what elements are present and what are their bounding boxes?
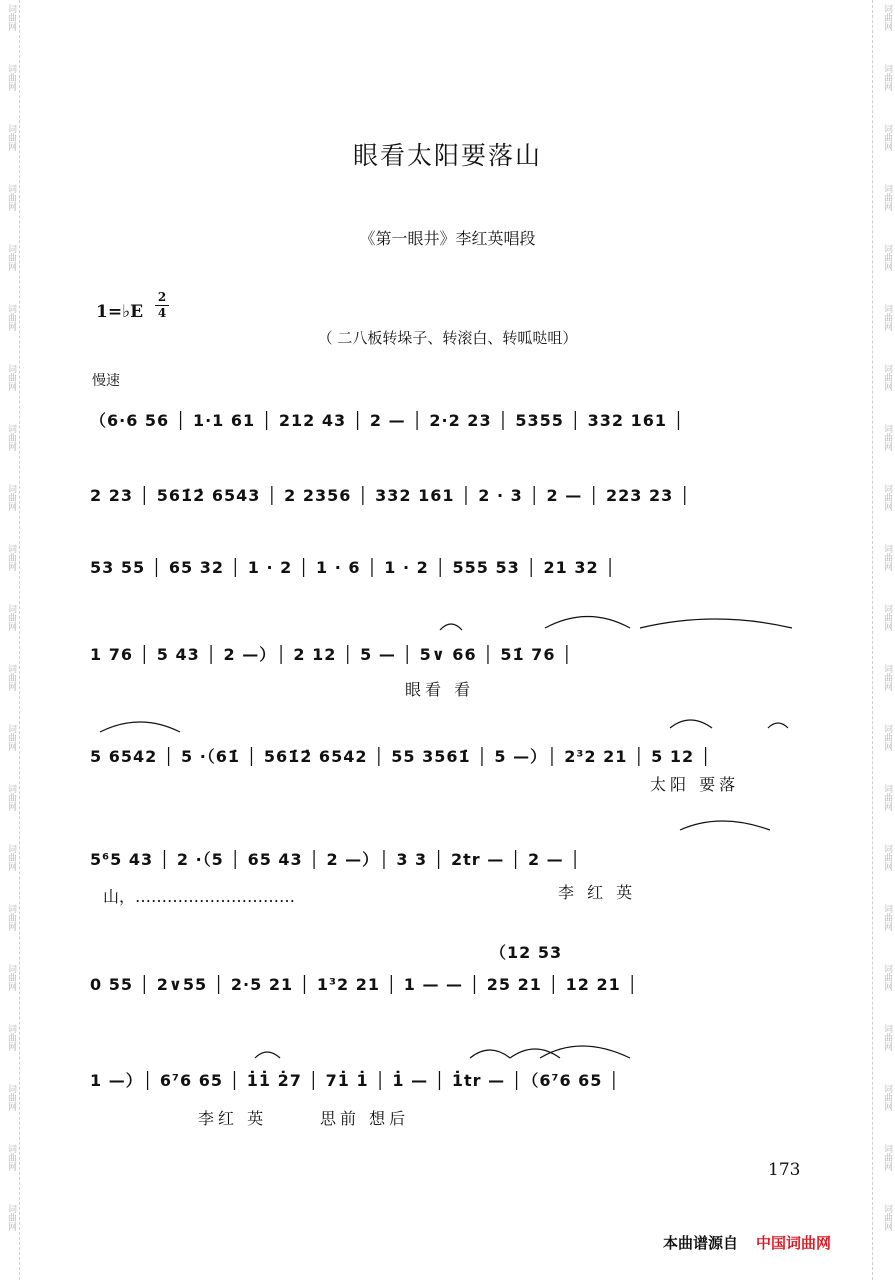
song-title: 眼看太阳要落山 — [352, 141, 542, 170]
watermark-text: 词曲网 — [6, 4, 16, 31]
watermark-text: 词曲网 — [882, 424, 892, 451]
watermark-text: 词曲网 — [6, 1024, 16, 1051]
slur-arc — [545, 617, 630, 629]
watermark-text: 词曲网 — [882, 664, 892, 691]
watermark-text: 词曲网 — [6, 664, 16, 691]
slur-arc — [510, 1049, 560, 1058]
watermark-text: 词曲网 — [882, 1024, 892, 1051]
source-site-link[interactable]: 中国词曲网 — [756, 1234, 832, 1252]
watermark-text: 词曲网 — [6, 964, 16, 991]
watermark-text: 词曲网 — [6, 244, 16, 271]
watermark-text: 词曲网 — [882, 184, 892, 211]
watermark-text: 词曲网 — [882, 124, 892, 151]
notation-line-2: 2 23 │ 561̇2̇ 6543 │ 2 2356 │ 332 161 │ 2 · 3 │ 2 — │ 223 23 │ — [90, 486, 691, 505]
watermark-text: 词曲网 — [6, 724, 16, 751]
watermark-text: 词曲网 — [882, 244, 892, 271]
watermark-text: 词曲网 — [6, 604, 16, 631]
slur-arc — [670, 720, 712, 728]
watermark-text: 词曲网 — [882, 604, 892, 631]
watermark-text: 词曲网 — [6, 1204, 16, 1231]
slur-arc — [470, 1050, 510, 1058]
lyric-line-5: 太阳 要落 — [650, 775, 740, 794]
notation-line-8: 1 —）│ 6⁷6 65 │ 1̇1̇ 2̇7 │ 71̇ 1̇ │ 1̇ — │ 1̇tr — │（6⁷6 65 │ — [90, 1071, 620, 1090]
notation-line-3: 53 55 │ 65 32 │ 1 · 2 │ 1 · 6 │ 1 · 2 │ 555 53 │ 21 32 │ — [90, 558, 616, 577]
watermark-text: 词曲网 — [882, 1204, 892, 1231]
watermark-text: 词曲网 — [6, 184, 16, 211]
watermark-text: 词曲网 — [882, 1144, 892, 1171]
watermark-text: 词曲网 — [6, 484, 16, 511]
watermark-text: 词曲网 — [882, 1084, 892, 1111]
lyric-line-4: 眼看 看 — [405, 680, 475, 699]
notation-line-5: 5 6542 │ 5 ·（61̇ │ 561̇2̇ 6542 │ 55 3561̇ │ 5 —）│ 2³2 21 │ 5 12 │ — [90, 747, 712, 766]
slur-arc — [640, 619, 792, 628]
watermark-text: 词曲网 — [882, 4, 892, 31]
notation-line-4: 1 76 │ 5 43 │ 2 —）│ 2 12 │ 5 — │ 5∨ 66 │ 51̇ 76 │ — [90, 645, 573, 664]
watermark-text: 词曲网 — [6, 784, 16, 811]
notation-line-1: （6·6 56 │ 1·1 61 │ 212 43 │ 2 — │ 2·2 23 │ 5355 │ 332 161 │ — [90, 411, 685, 430]
source-label: 本曲谱源自 — [663, 1234, 739, 1252]
watermark-text: 词曲网 — [6, 424, 16, 451]
lyric-line-6a: 山，………………………… — [103, 887, 296, 906]
watermark-text: 词曲网 — [882, 844, 892, 871]
lyric-line-6b: 李 红 英 — [558, 883, 637, 902]
watermark-text: 词曲网 — [882, 964, 892, 991]
time-signature-bottom: 4 — [155, 305, 169, 321]
slur-arc — [540, 1046, 630, 1058]
watermark-text: 词曲网 — [6, 1084, 16, 1111]
watermark-text: 词曲网 — [882, 64, 892, 91]
source-credit — [663, 1232, 831, 1253]
slur-arc — [100, 722, 180, 732]
watermark-text: 词曲网 — [6, 364, 16, 391]
watermark-text: 词曲网 — [882, 784, 892, 811]
lyric-line-8a: 李红 英 — [198, 1109, 268, 1128]
song-subtitle: 《第一眼井》李红英唱段 — [359, 229, 536, 248]
page-number: 173 — [768, 1160, 801, 1180]
banshi-label: （ 二八板转垛子、转滚白、转呱哒咀） — [317, 329, 578, 347]
watermark-text: 词曲网 — [6, 304, 16, 331]
slur-arc — [255, 1052, 280, 1058]
lyric-line-8b: 思前 想后 — [320, 1109, 410, 1128]
watermark-text: 词曲网 — [882, 904, 892, 931]
slur-arc — [680, 821, 770, 830]
watermark-text: 词曲网 — [6, 64, 16, 91]
watermark-text: 词曲网 — [6, 544, 16, 571]
notation-line-7: 0 55 │ 2∨55 │ 2·5 21 │ 1³2 21 │ 1 — — │ 25 21 │ 12 21 │ — [90, 975, 638, 994]
watermark-text: 词曲网 — [6, 1144, 16, 1171]
watermark-text: 词曲网 — [882, 724, 892, 751]
watermark-text: 词曲网 — [6, 124, 16, 151]
key-signature: 1=♭E — [96, 302, 144, 322]
watermark-text: 词曲网 — [6, 904, 16, 931]
watermark-text: 词曲网 — [882, 544, 892, 571]
notation-above-line-7: （12 53 — [490, 943, 563, 962]
notation-line-6: 5⁶5 43 │ 2 ·（5 │ 65 43 │ 2 —）│ 3 3 │ 2tr — │ 2 — │ — [90, 850, 581, 869]
slur-arc — [440, 624, 462, 630]
time-signature-top: 2 — [157, 290, 167, 304]
tempo-marking: 慢速 — [92, 373, 120, 389]
watermark-text: 词曲网 — [882, 484, 892, 511]
watermark-text: 词曲网 — [6, 844, 16, 871]
slur-arc — [768, 723, 788, 728]
watermark-text: 词曲网 — [882, 364, 892, 391]
watermark-text: 词曲网 — [882, 304, 892, 331]
